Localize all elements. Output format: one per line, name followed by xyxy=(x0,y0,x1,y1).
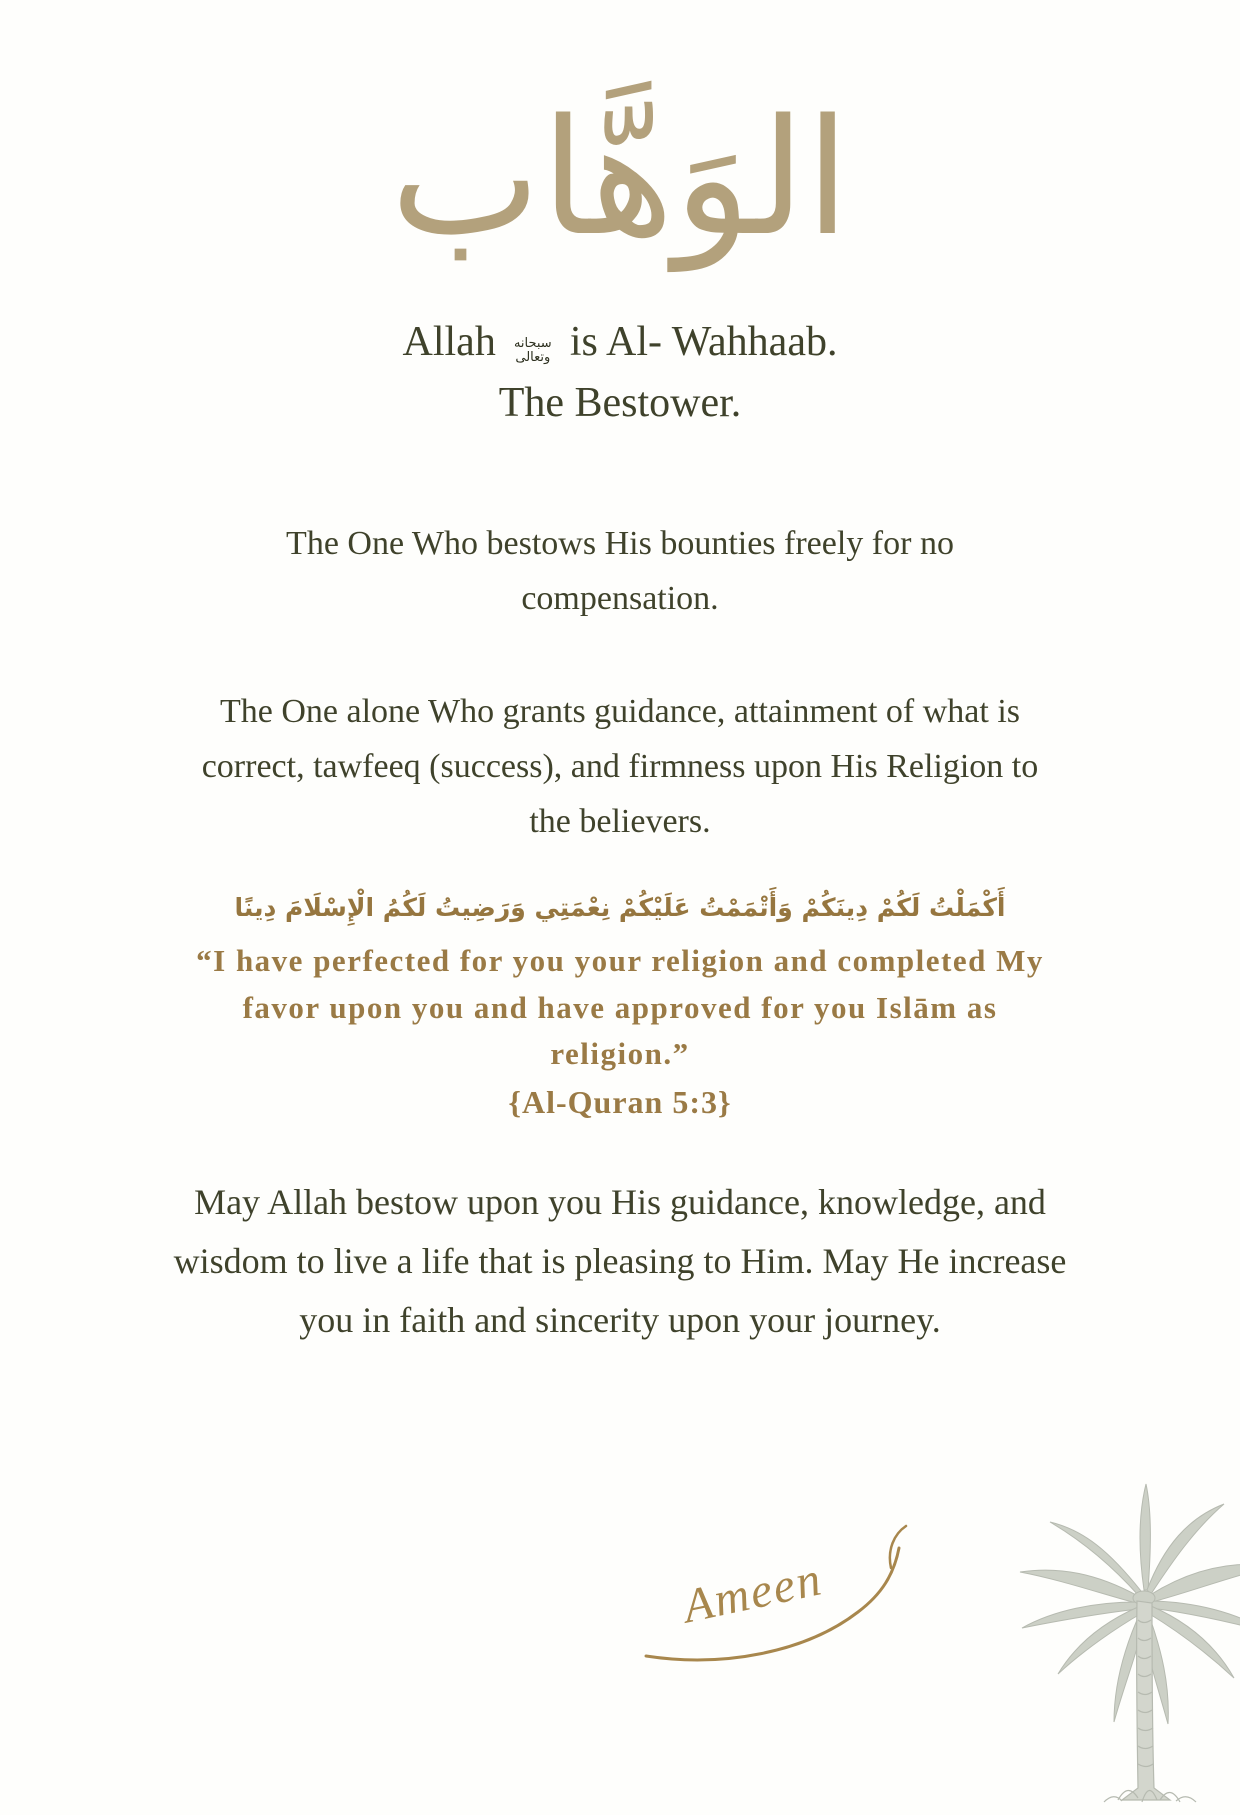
quran-verse-arabic: أَكْمَلْتُ لَكُمْ دِينَكُمْ وَأَتْمَمْتُ عَلَيْكُمْ نِعْمَتِي وَرَضِيتُ لَكُمُ الْإِسْلَامَ دِينًا xyxy=(234,893,1006,923)
subhanahu-wa-taala-icon: سبحانه وتعالى xyxy=(513,336,552,365)
verse-reference: {Al-Quran 5:3} xyxy=(508,1083,732,1120)
verse-translation: “I have perfected for you your religion and completed My favor upon you and have approved for you Islām as religion.” xyxy=(196,943,1044,1072)
title-block xyxy=(0,312,1240,434)
dua-paragraph: May Allah bestow upon you His guidance, knowledge, and wisdom to live a life that is pleasing to Him. May He increase you in faith and sincerity upon your journey. xyxy=(173,1181,1067,1340)
meaning-paragraph-1: The One Who bestows His bounties freely for no compensation. xyxy=(286,524,954,617)
palm-tree-icon xyxy=(992,1470,1240,1815)
ameen-signature xyxy=(628,1514,948,1684)
title-line xyxy=(0,312,1240,373)
ameen-signature-text: Ameen xyxy=(678,1552,828,1634)
title-pre: Allah xyxy=(402,319,496,365)
poster-page xyxy=(0,62,1240,1810)
title-line2: The Bestower. xyxy=(498,379,742,426)
title-post: is Al- Wahhaab. xyxy=(569,319,838,365)
name-heading-arabic: الوَهَّاب xyxy=(390,84,850,271)
meaning-paragraph-2: The One alone Who grants guidance, attainment of what is correct, tawfeeq (success), and firmness upon His Religion to the believers. xyxy=(201,692,1039,841)
